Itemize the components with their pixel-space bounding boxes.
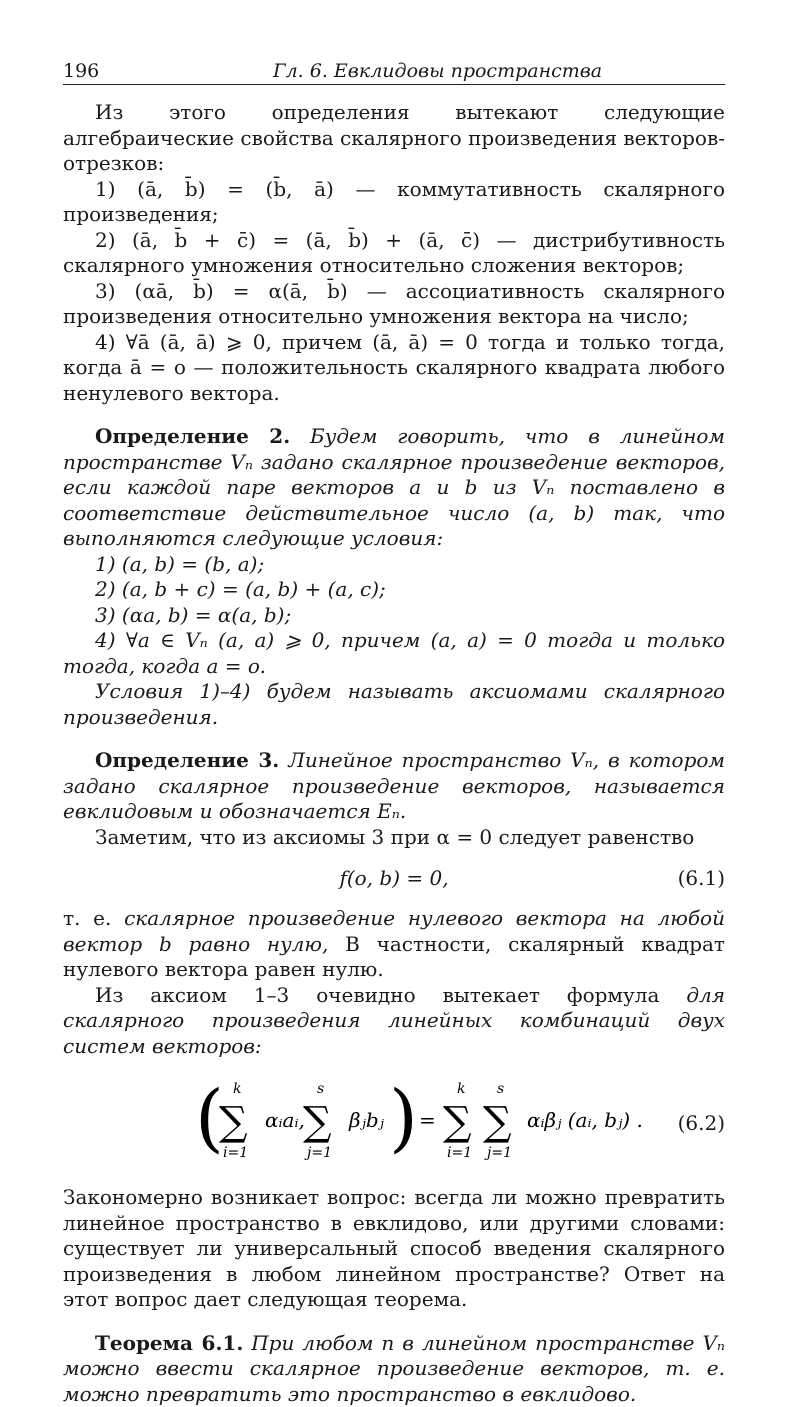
sum-upper-s: s (317, 1081, 324, 1097)
page-number: 196 (63, 60, 99, 82)
equation-6-1-body: f(o, b) = 0, (63, 866, 725, 890)
page-body (63, 100, 725, 1407)
definition-2-label: Определение 2. (95, 424, 290, 448)
axiom-3: 3) (αa, b) = α(a, b); (63, 603, 725, 629)
rhs-sum-upper-k: k (457, 1081, 465, 1097)
remark: Заметим, что из аксиомы 3 при α = 0 следует равенство (63, 825, 725, 851)
property-3: 3) (αā, b̄) = α(ā, b̄) — ассоциативность скалярного произведения относительно умножения вектора на число; (63, 279, 725, 330)
rhs-sum-lower-j: j=1 (484, 1145, 512, 1161)
formula-intro-plain: Из аксиом 1–3 очевидно вытекает формула (95, 983, 686, 1007)
after-eq1-prefix: т. е. (63, 906, 124, 930)
axiom-4: 4) ∀a ∈ Vₙ (a, a) ⩾ 0, причем (a, a) = 0 тогда и только тогда, когда a = o. (63, 628, 725, 679)
equation-6-2-formula (193, 1071, 673, 1175)
sum-sign-2: ∑ (303, 1099, 332, 1145)
sum-sign-1: ∑ (219, 1099, 248, 1145)
sum-upper-k: k (233, 1081, 241, 1097)
axiom-1: 1) (a, b) = (b, a); (63, 552, 725, 578)
term-beta-b: βⱼbⱼ (348, 1108, 385, 1132)
formula-intro (63, 983, 725, 1060)
paragraph-after-eq1 (63, 906, 725, 983)
axioms-note: Условия 1)–4) будем называть аксиомами скалярного произведения. (63, 679, 725, 730)
sum-lower-j: j=1 (304, 1145, 332, 1161)
theorem-6-1 (63, 1331, 725, 1407)
axiom-2: 2) (a, b + c) = (a, b) + (a, c); (63, 577, 725, 603)
rhs-sum-upper-s: s (497, 1081, 504, 1097)
definition-3-text: Линейное пространство Vₙ, в котором задано скалярное произведение векторов, называется евклидовым и обозначается Eₙ. (63, 748, 725, 823)
property-2: 2) (ā, b̄ + c̄) = (ā, b̄) + (ā, c̄) — дистрибутивность скалярного умножения относительно сложения векторов; (63, 228, 725, 279)
property-1: 1) (ā, b̄) = (b̄, ā) — коммутативность скалярного произведения; (63, 177, 725, 228)
theorem-text: При любом n в линейном пространстве Vₙ можно ввести скалярное произведение векторов, т. е. можно превратить это пространство в евклидово. (63, 1331, 725, 1406)
paragraph-intro: Из этого определения вытекают следующие алгебраические свойства скалярного произведения векторов-отрезков: (63, 100, 725, 177)
running-head (63, 58, 725, 85)
after-eq1-italic: скалярное произведение нулевого вектора на любой вектор b равно нулю, (63, 906, 725, 956)
equation-6-2 (63, 1071, 725, 1175)
equation-6-1 (63, 858, 725, 900)
definition-3 (63, 748, 725, 825)
definition-3-label: Определение 3. (95, 748, 279, 772)
property-4: 4) ∀ā (ā, ā) ⩾ 0, причем (ā, ā) = 0 тогда и только тогда, когда ā = o — положительность скалярного квадрата любого ненулевого вектора. (63, 330, 725, 407)
theorem-label: Теорема 6.1. (95, 1331, 243, 1355)
rhs-term: αᵢβⱼ (aᵢ, bⱼ) . (527, 1108, 643, 1132)
sum-lower-i: i=1 (223, 1145, 248, 1161)
chapter-title: Гл. 6. Евклидовы пространства (273, 60, 602, 82)
right-paren: ) (389, 1075, 418, 1161)
definition-2 (63, 424, 725, 552)
rhs-sum-sign-1: ∑ (443, 1099, 472, 1145)
left-paren: ( (195, 1075, 224, 1161)
term-alpha-a: αᵢaᵢ, (265, 1108, 305, 1132)
equals-sign: = (419, 1108, 436, 1132)
rhs-sum-lower-i: i=1 (447, 1145, 472, 1161)
equation-6-1-number: (6.1) (678, 866, 725, 890)
definition-2-text: Будем говорить, что в линейном пространстве Vₙ задано скалярное произведение векторов, если каждой паре векторов a и b из Vₙ поставлено в соответствие действительное число (a, b) так, что выполняются следующие условия: (63, 424, 725, 550)
rhs-sum-sign-2: ∑ (483, 1099, 512, 1145)
question-paragraph: Закономерно возникает вопрос: всегда ли можно превратить линейное пространство в евклидово, или другими словами: существует ли универсальный способ введения скалярного произведения в любом линейном пространстве? Ответ на этот вопрос дает следующая теорема. (63, 1185, 725, 1313)
formula-intro-italic: для скалярного произведения линейных комбинаций двух систем векторов: (63, 983, 725, 1058)
after-eq1-rest: В частности, скалярный квадрат нулевого вектора равен нулю. (63, 932, 725, 982)
equation-6-2-number: (6.2) (678, 1111, 725, 1135)
